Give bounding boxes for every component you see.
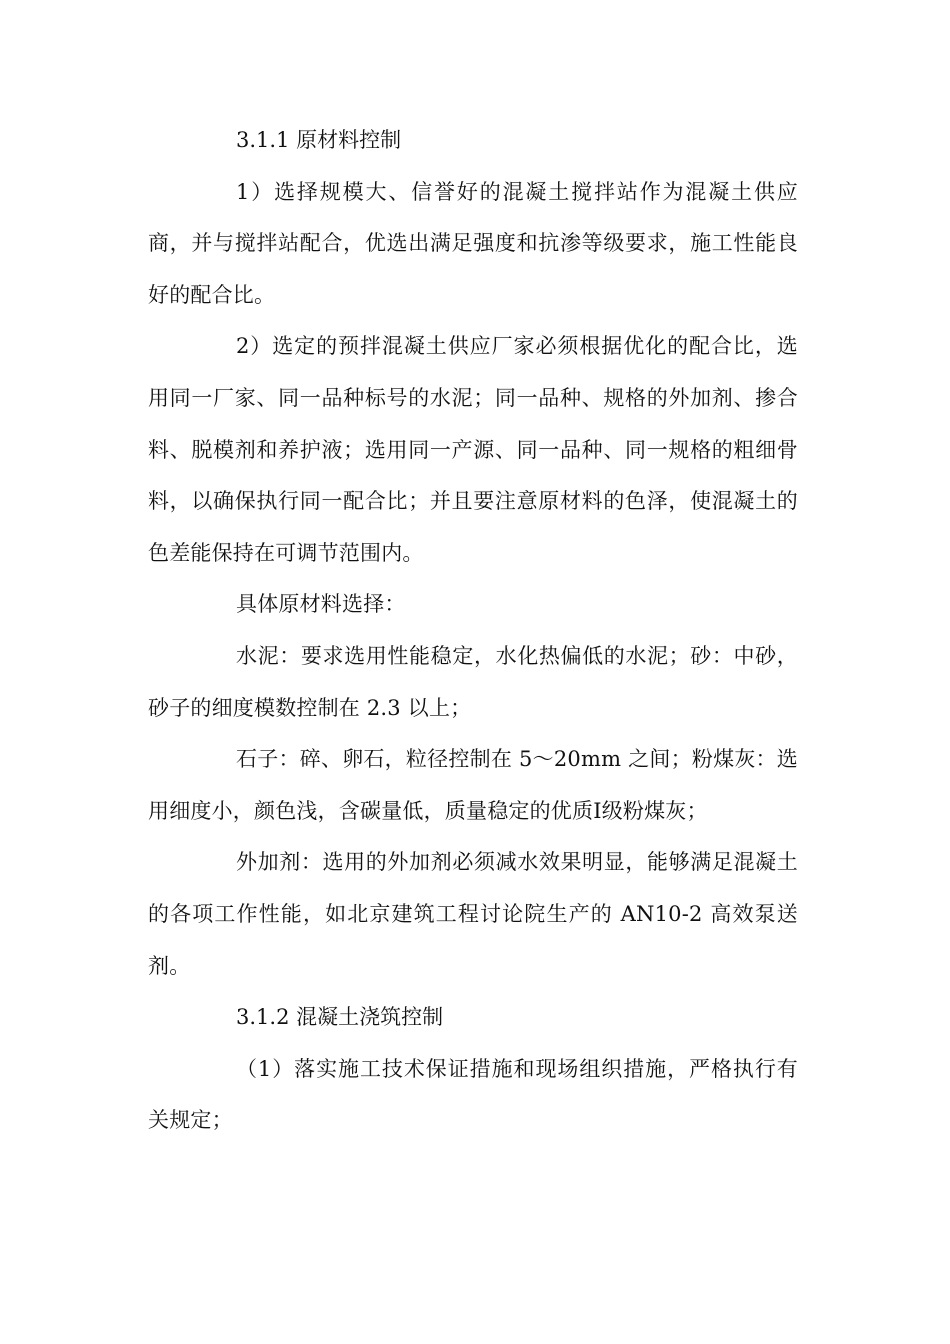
document-body [148,115,798,1147]
paragraph-material-consistency: 2）选定的预拌混凝土供应厂家必须根据优化的配合比，选用同一厂家、同一品种标号的水泥；同一品种、规格的外加剂、掺合料、脱模剂和养护液；选用同一产源、同一品种、同一规格的粗细骨料，以确保执行同一配合比；并且要注意原材料的色泽，使混凝土的色差能保持在可调节范围内。 [148,334,798,565]
section-heading-3-1-1: 3.1.1 原材料控制 [236,128,402,152]
paragraph-admixture: 外加剂：选用的外加剂必须减水效果明显，能够满足混凝土的各项工作性能，如北京建筑工程讨论院生产的 AN10-2 高效泵送剂。 [148,850,798,978]
paragraph-pouring-measures: （1）落实施工技术保证措施和现场组织措施，严格执行有关规定； [148,1056,798,1133]
paragraph-material-selection-intro: 具体原材料选择： [236,592,406,617]
paragraph-cement-sand: 水泥：要求选用性能稳定，水化热偏低的水泥；砂：中砂，砂子的细度模数控制在 2.3 以上； [148,643,798,720]
paragraph-supplier-selection: 1）选择规模大、信誉好的混凝土搅拌站作为混凝土供应商，并与搅拌站配合，优选出满足强度和抗渗等级要求，施工性能良好的配合比。 [148,179,798,307]
paragraph-gravel-flyash: 石子：碎、卵石，粒径控制在 5～20mm 之间；粉煤灰：选用细度小，颜色浅，含碳量低，质量稳定的优质Ⅰ级粉煤灰； [148,747,798,823]
section-heading-3-1-2: 3.1.2 混凝土浇筑控制 [236,1005,444,1030]
